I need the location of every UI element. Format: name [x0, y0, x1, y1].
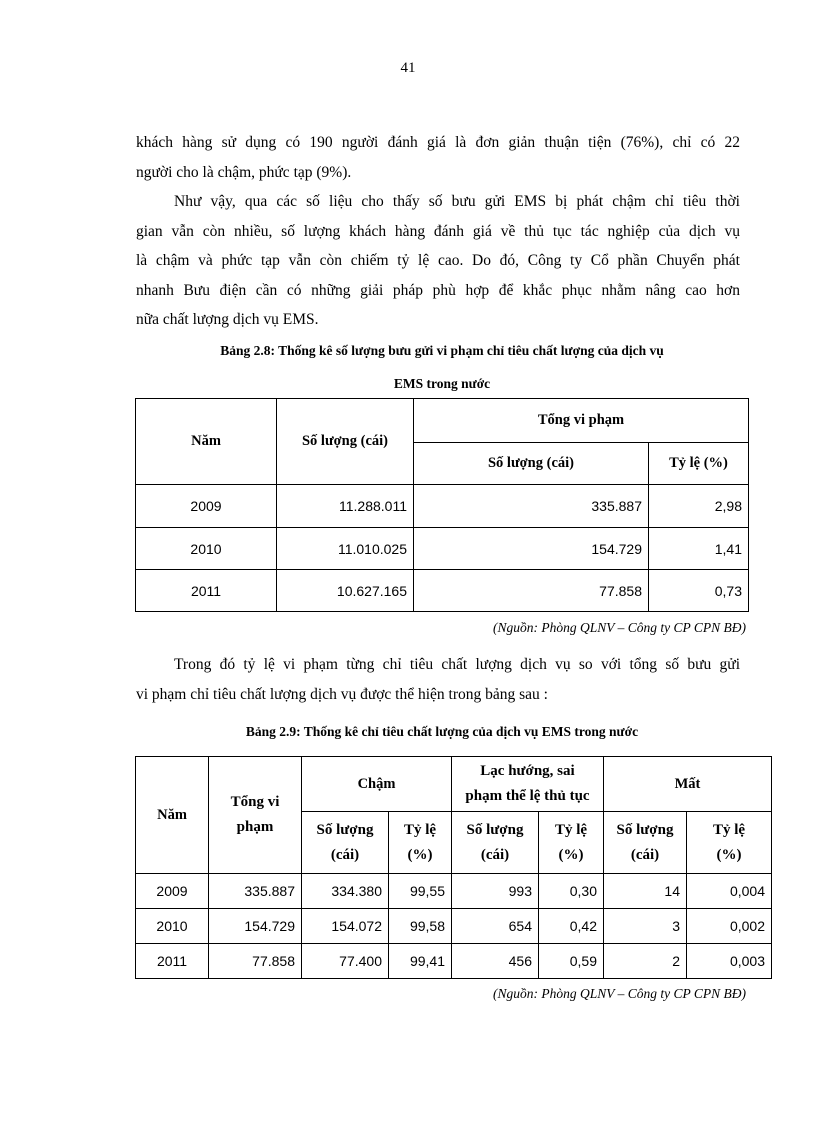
header-line: (cái) [480, 846, 510, 863]
col-header-late: Chậm [302, 757, 452, 812]
col-header-misroute [452, 757, 604, 812]
cell-total: 154.729 [209, 909, 302, 944]
col-header-late-rate [389, 812, 452, 874]
cell-misroute-rate: 0,59 [539, 944, 604, 979]
cell-lost-qty: 3 [604, 909, 687, 944]
table-1 [135, 398, 749, 612]
header-line: (%) [558, 846, 584, 863]
cell-year: 2011 [136, 570, 277, 612]
header-line: Số lượng [616, 821, 674, 838]
cell-quantity: 10.627.165 [277, 570, 414, 612]
cell-total: 335.887 [209, 874, 302, 909]
cell-late-rate: 99,55 [389, 874, 452, 909]
paragraph-line: gian vẫn còn nhiều, số lượng khách hàng đánh giá về thủ tục tác nghiệp của dịch vụ [136, 222, 740, 240]
cell-lost-rate: 0,003 [687, 944, 772, 979]
paragraph-line: vi phạm chỉ tiêu chất lượng dịch vụ được thể hiện trong bảng sau : [136, 685, 548, 703]
col-header-misroute-rate [539, 812, 604, 874]
cell-year: 2010 [136, 528, 277, 570]
table-2-caption [136, 717, 748, 746]
header-line: Lạc hướng, sai [480, 763, 575, 779]
cell-misroute-qty: 456 [452, 944, 539, 979]
cell-late-qty: 154.072 [302, 909, 389, 944]
caption-line: Bảng 2.8: Thống kê số lượng bưu gửi vi phạm chỉ tiêu chất lượng của dịch vụ [220, 343, 664, 358]
header-line: Tỷ lệ [712, 821, 746, 838]
cell-lost-qty: 2 [604, 944, 687, 979]
header-line: Số lượng [316, 821, 374, 838]
header-line: (%) [716, 846, 742, 863]
cell-late-qty: 334.380 [302, 874, 389, 909]
col-header-year: Năm [136, 399, 277, 485]
table-row [136, 874, 772, 909]
cell-misroute-qty: 993 [452, 874, 539, 909]
cell-rate: 2,98 [649, 485, 749, 528]
cell-misroute-rate: 0,42 [539, 909, 604, 944]
col-header-total [209, 757, 302, 874]
paragraph-3 [136, 650, 740, 709]
cell-rate: 0,73 [649, 570, 749, 612]
page-number: 41 [400, 60, 416, 76]
cell-violation-quantity: 77.858 [414, 570, 649, 612]
cell-total: 77.858 [209, 944, 302, 979]
cell-violation-quantity: 154.729 [414, 528, 649, 570]
paragraph-line: Như vậy, qua các số liệu cho thấy số bưu gửi EMS bị phát chậm chỉ tiêu thời [174, 193, 740, 210]
paragraph-line: Trong đó tỷ lệ vi phạm từng chỉ tiêu chất lượng dịch vụ so với tổng số bưu gửi [174, 656, 740, 673]
table-row [136, 944, 772, 979]
table-row [136, 909, 772, 944]
paragraph-line: khách hàng sử dụng có 190 người đánh giá là đơn giản thuận tiện (76%), chỉ có 22 [136, 134, 740, 151]
table-2-source: (Nguồn: Phòng QLNV – Công ty CP CPN BĐ) [492, 986, 746, 1001]
paragraph-line: người cho là chậm, phức tạp (9%). [136, 163, 352, 181]
table-row [136, 485, 749, 528]
header-line: (cái) [330, 846, 360, 863]
cell-misroute-rate: 0,30 [539, 874, 604, 909]
cell-misroute-qty: 654 [452, 909, 539, 944]
col-header-late-qty [302, 812, 389, 874]
col-header-violation-quantity: Số lượng (cái) [414, 443, 649, 485]
table-1-caption [136, 336, 748, 398]
header-line: Tỷ lệ [403, 821, 437, 838]
cell-lost-rate: 0,002 [687, 909, 772, 944]
caption-line: Bảng 2.9: Thống kê chỉ tiêu chất lượng của dịch vụ EMS trong nước [245, 724, 639, 739]
header-line: phạm [236, 819, 274, 835]
col-header-misroute-qty [452, 812, 539, 874]
cell-year: 2011 [136, 944, 209, 979]
header-line: Tỷ lệ [554, 821, 588, 838]
table-1-source: (Nguồn: Phòng QLNV – Công ty CP CPN BĐ) [492, 620, 746, 635]
cell-violation-quantity: 335.887 [414, 485, 649, 528]
col-header-lost-rate [687, 812, 772, 874]
cell-late-qty: 77.400 [302, 944, 389, 979]
col-header-year: Năm [136, 757, 209, 874]
header-line: (%) [407, 846, 433, 863]
table-row [136, 528, 749, 570]
paragraph-line: nữa chất lượng dịch vụ EMS. [136, 311, 319, 328]
cell-quantity: 11.010.025 [277, 528, 414, 570]
col-header-lost: Mất [604, 757, 772, 812]
cell-rate: 1,41 [649, 528, 749, 570]
col-header-rate: Tỷ lệ (%) [649, 443, 749, 485]
cell-lost-qty: 14 [604, 874, 687, 909]
cell-late-rate: 99,58 [389, 909, 452, 944]
header-line: (cái) [630, 846, 660, 863]
col-header-total-violation: Tổng vi phạm [414, 399, 749, 443]
paragraph-1 [136, 128, 740, 187]
cell-late-rate: 99,41 [389, 944, 452, 979]
cell-lost-rate: 0,004 [687, 874, 772, 909]
col-header-lost-qty [604, 812, 687, 874]
table-row [136, 570, 749, 612]
cell-year: 2010 [136, 909, 209, 944]
header-line: Số lượng [466, 821, 524, 838]
caption-line: EMS trong nước [393, 376, 491, 391]
col-header-quantity: Số lượng (cái) [277, 399, 414, 485]
paragraph-line: là chậm và phức tạp vẫn còn chiếm tỷ lệ cao. Do đó, Công ty Cổ phần Chuyển phát [136, 252, 740, 269]
paragraph-2 [136, 187, 740, 335]
header-line: phạm thể lệ thủ tục [465, 788, 590, 804]
cell-year: 2009 [136, 874, 209, 909]
paragraph-line: nhanh Bưu điện cần có những giải pháp phù hợp để khắc phục nhằm nâng cao hơn [136, 281, 740, 299]
cell-quantity: 11.288.011 [277, 485, 414, 528]
table-2 [135, 756, 772, 979]
header-line: Tổng vi [230, 794, 280, 810]
cell-year: 2009 [136, 485, 277, 528]
